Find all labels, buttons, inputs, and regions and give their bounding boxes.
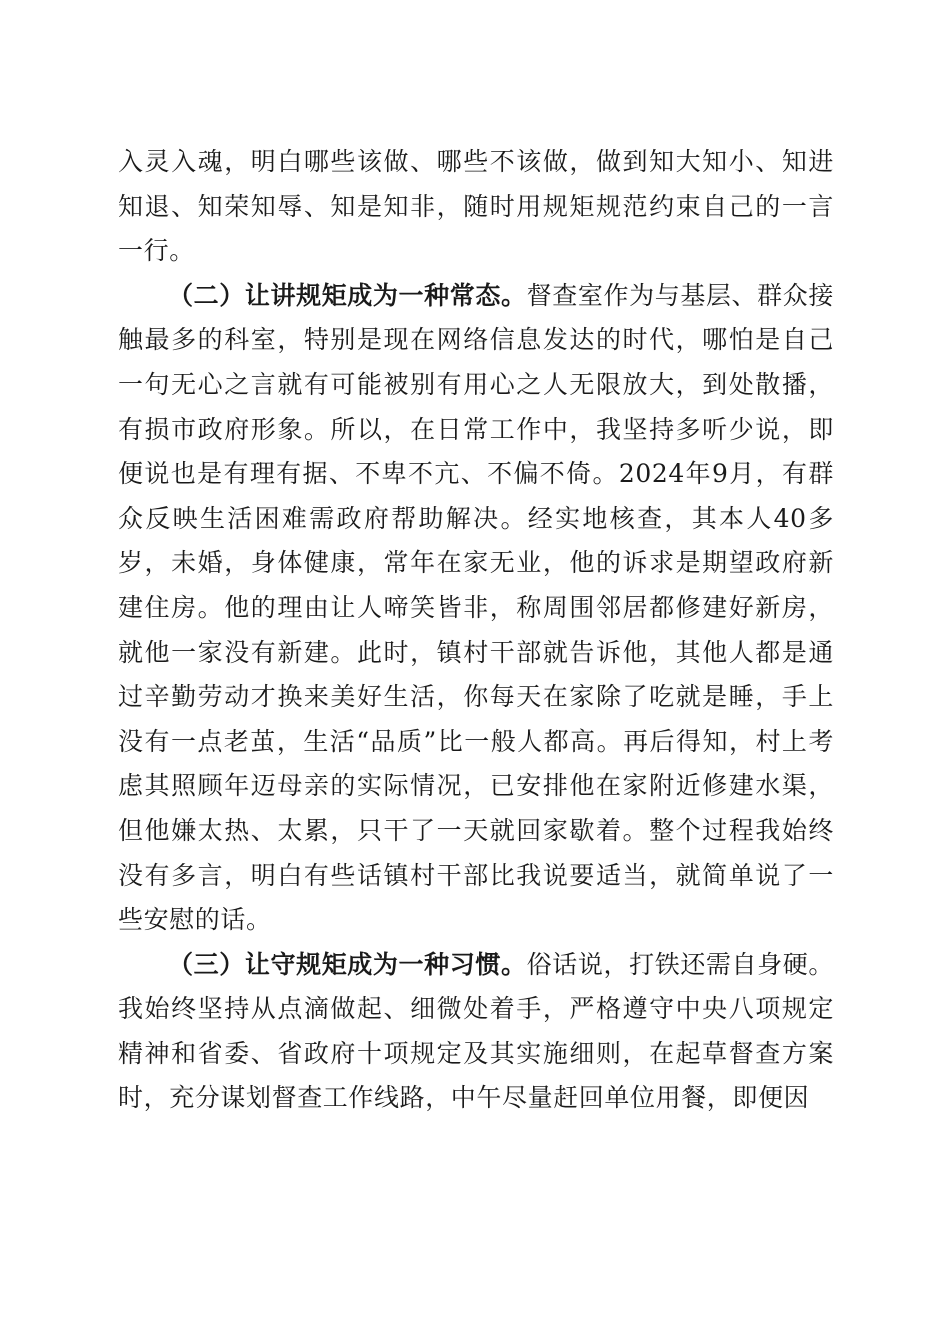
- paragraph-section-3: [118, 943, 834, 1121]
- paragraph-continuation: [118, 140, 834, 274]
- paragraph-text: 督查室作为与基层、群众接触最多的科室，特别是现在网络信息发达的时代，哪怕是自己一句无心之言就有可能被别有用心之人无限放大，到处散播，有损市政府形象。所以，在日常工作中，我坚持多听少说，即便说也是有理有据、不卑不亢、不偏不倚。2024年9月，有群众反映生活困难需政府帮助解决。经实地核查，其本人40多岁，未婚，身体健康，常年在家无业，他的诉求是期望政府新建住房。他的理由让人啼笑皆非，称周围邻居都修建好新房，就他一家没有新建。此时，镇村干部就告诉他，其他人都是通过辛勤劳动才换来美好生活，你每天在家除了吃就是睡，手上没有一点老茧，生活“品质”比一般人都高。再后得知，村上考虑其照顾年迈母亲的实际情况，已安排他在家附近修建水渠，但他嫌太热、太累，只干了一天就回家歇着。整个过程我始终没有多言，明白有些话镇村干部比我说要适当，就简单说了一些安慰的话。: [118, 280, 834, 935]
- section-heading: （三）让守规矩成为一种习惯。: [168, 949, 527, 979]
- paragraph-text: 入灵入魂，明白哪些该做、哪些不该做，做到知大知小、知进知退、知荣知辱、知是知非，随时用规矩规范约束自己的一言一行。: [118, 147, 834, 266]
- paragraph-section-2: [118, 274, 834, 943]
- document-page: [118, 140, 834, 1121]
- paragraph-text: 俗话说，打铁还需自身硬。我始终坚持从点滴做起、细微处着手，严格遵守中央八项规定精神和省委、省政府十项规定及其实施细则，在起草督查方案时，充分谋划督查工作线路，中午尽量赶回单位用餐，即便因: [118, 949, 834, 1113]
- section-heading: （二）让讲规矩成为一种常态。: [168, 280, 527, 310]
